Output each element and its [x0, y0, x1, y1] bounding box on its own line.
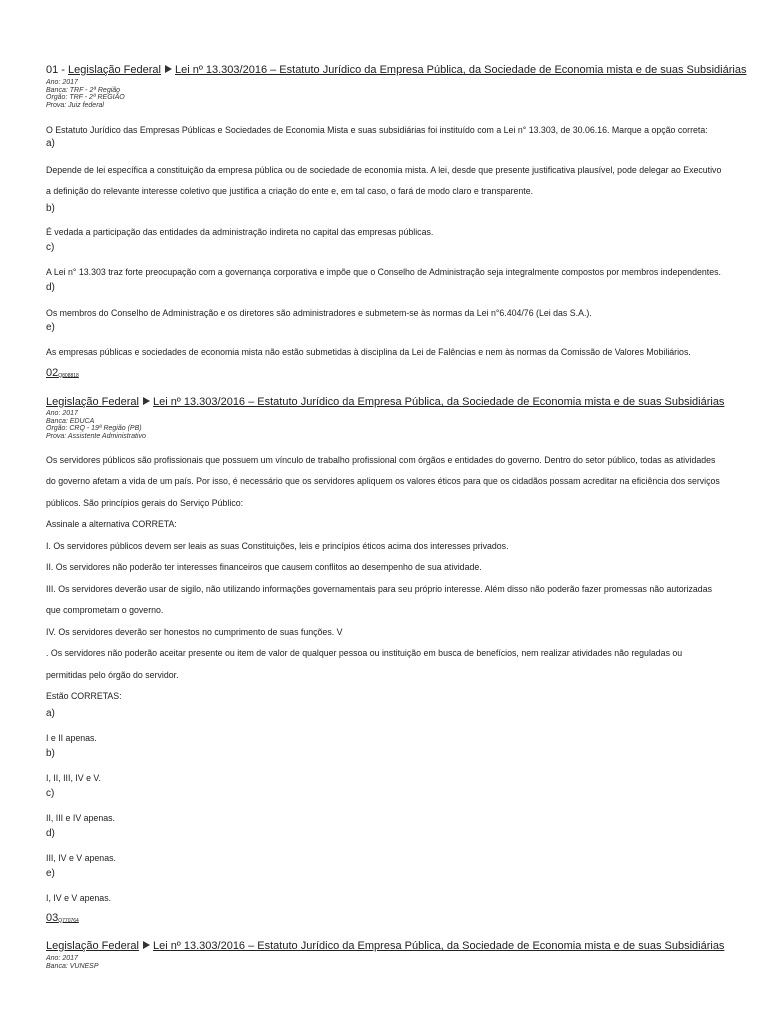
- option-letter[interactable]: d): [46, 282, 55, 293]
- arrow-right-icon: [165, 65, 172, 73]
- option-letter[interactable]: e): [46, 322, 55, 333]
- option-letter[interactable]: c): [46, 788, 55, 799]
- item-line: I. Os servidores públicos devem ser leais as suas Constituições, leis e princípios éticos acima dos interesses privados.: [46, 541, 509, 551]
- meta-ano: Ano: 2017: [46, 79, 78, 86]
- item-line: que comprometam o governo.: [46, 605, 164, 615]
- meta-prova: Prova: Assistente Administrativo: [46, 432, 146, 440]
- question-2-topic-link[interactable]: Lei nº 13.303/2016 – Estatuto Jurídico da Empresa Pública, da Sociedade de Economia mista e de suas Subsidiárias: [152, 396, 725, 408]
- meta-prova: Prova: Juiz federal: [46, 101, 104, 109]
- question-1-subject-link[interactable]: Legislação Federal: [68, 64, 161, 76]
- option-text: I e II apenas.: [46, 733, 97, 743]
- statement-line: públicos. São princípios gerais do Serviço Público:: [46, 498, 244, 508]
- statement-line: do governo afetam a vida de um país. Por isso, é necessário que os servidores apliquem os valores éticos para que os cidadãos possam acreditar na eficiência dos serviços: [46, 476, 720, 486]
- option-letter[interactable]: c): [46, 242, 55, 253]
- arrow-right-icon: [143, 941, 150, 949]
- question-2-header: [46, 396, 746, 409]
- question-1-meta: [46, 79, 746, 109]
- arrow-right-icon: [143, 397, 150, 405]
- instruction: Assinale a alternativa CORRETA:: [46, 519, 177, 529]
- item-line: . Os servidores não poderão aceitar presente ou item de valor de qualquer pessoa ou instituição em busca de benefícios, nem realizar atividades não reguladas ou: [46, 648, 683, 658]
- option-text: Depende de lei específica a constituição da empresa pública ou de sociedade de economia mista. A lei, desde que presente justificativa plausível, pode delegar ao Executivo: [46, 165, 722, 175]
- option-letter[interactable]: b): [46, 203, 55, 214]
- question-2-subject-link[interactable]: Legislação Federal: [46, 396, 139, 408]
- option-text: I, II, III, IV e V.: [46, 773, 101, 783]
- item-line: III. Os servidores deverão usar de sigilo, não utilizando informações governamentais para seu próprio interesse. Além disso não poderão fazer promessas não autorizadas: [46, 584, 712, 594]
- option-text: Os membros do Conselho de Administração e os diretores são administradores e submetem-se às normas da Lei n°6.404/76 (Lei das S.A.).: [46, 308, 592, 318]
- meta-ano: Ano: 2017: [46, 955, 78, 962]
- option-letter[interactable]: b): [46, 748, 55, 759]
- option-text: II, III e IV apenas.: [46, 813, 115, 823]
- question-code: Q770764: [58, 918, 79, 924]
- question-3-subject-link[interactable]: Legislação Federal: [46, 940, 139, 952]
- meta-banca: Banca: VUNESP: [46, 962, 99, 970]
- question-2-number[interactable]: [46, 363, 746, 382]
- statement-line: Os servidores públicos são profissionais que possuem um vínculo de trabalho profissional com órgãos e entidades do governo. Dentro do setor público, todas as atividades: [46, 455, 716, 465]
- item-line: II. Os servidores não poderão ter interesses financeiros que causem conflitos ao desempenho de sua atividade.: [46, 562, 482, 572]
- option-text: A Lei n° 13.303 traz forte preocupação com a governança corporativa e impõe que o Conselho de Administração seja integralmente compostos por membros independentes.: [46, 267, 721, 277]
- option-text: III, IV e V apenas.: [46, 853, 116, 863]
- meta-banca: Banca: EDUCA: [46, 417, 95, 425]
- question-3-number[interactable]: [46, 908, 746, 927]
- option-letter[interactable]: d): [46, 828, 55, 839]
- option-letter[interactable]: e): [46, 868, 55, 879]
- question-1-topic-link[interactable]: Lei nº 13.303/2016 – Estatuto Jurídico da Empresa Pública, da Sociedade de Economia mista e de suas Subsidiárias: [174, 64, 747, 76]
- question-number: 02: [46, 367, 59, 379]
- option-text: a definição do relevante interesse coletivo que justifica a criação do ente e, em tal caso, o fará de modo claro e transparente.: [46, 186, 534, 196]
- question-number: 03: [46, 912, 59, 924]
- option-text: I, IV e V apenas.: [46, 893, 112, 903]
- question-2-meta: [46, 410, 746, 440]
- question-1-prefix: 01 -: [46, 64, 69, 76]
- question-3-topic-link[interactable]: Lei nº 13.303/2016 – Estatuto Jurídico da Empresa Pública, da Sociedade de Economia mista e de suas Subsidiárias: [152, 940, 725, 952]
- meta-ano: Ano: 2017: [46, 410, 78, 417]
- meta-orgao: Orgão: TRF - 2ª REGIÃO: [46, 94, 125, 101]
- question-3-meta: [46, 955, 746, 970]
- meta-banca: Banca: TRF - 2ª Região: [46, 86, 121, 94]
- option-text: As empresas públicas e sociedades de economia mista não estão submetidas à disciplina da Lei de Falências e nem às normas da Comissão de Valores Mobiliários.: [46, 347, 691, 357]
- question-3-header: [46, 940, 746, 953]
- question-1-statement: O Estatuto Jurídico das Empresas Públicas e Sociedades de Economia Mista e suas subsidiárias foi instituído com a Lei n° 13.303, de 30.06.16. Marque a opção correta:: [46, 125, 708, 135]
- question-code: Q808818: [58, 373, 79, 379]
- option-letter[interactable]: a): [46, 138, 55, 149]
- question-prompt: Estão CORRETAS:: [46, 691, 122, 701]
- item-line: IV. Os servidores deverão ser honestos no cumprimento de suas funções. V: [46, 627, 343, 637]
- option-text: É vedada a participação das entidades da administração indireta no capital das empresas públicas.: [46, 227, 434, 237]
- meta-orgao: Orgão: CRQ - 19ª Região (PB): [46, 425, 142, 432]
- question-1-header: [46, 64, 746, 77]
- item-line: permitidas pelo órgão do servidor.: [46, 670, 179, 680]
- option-letter[interactable]: a): [46, 708, 55, 719]
